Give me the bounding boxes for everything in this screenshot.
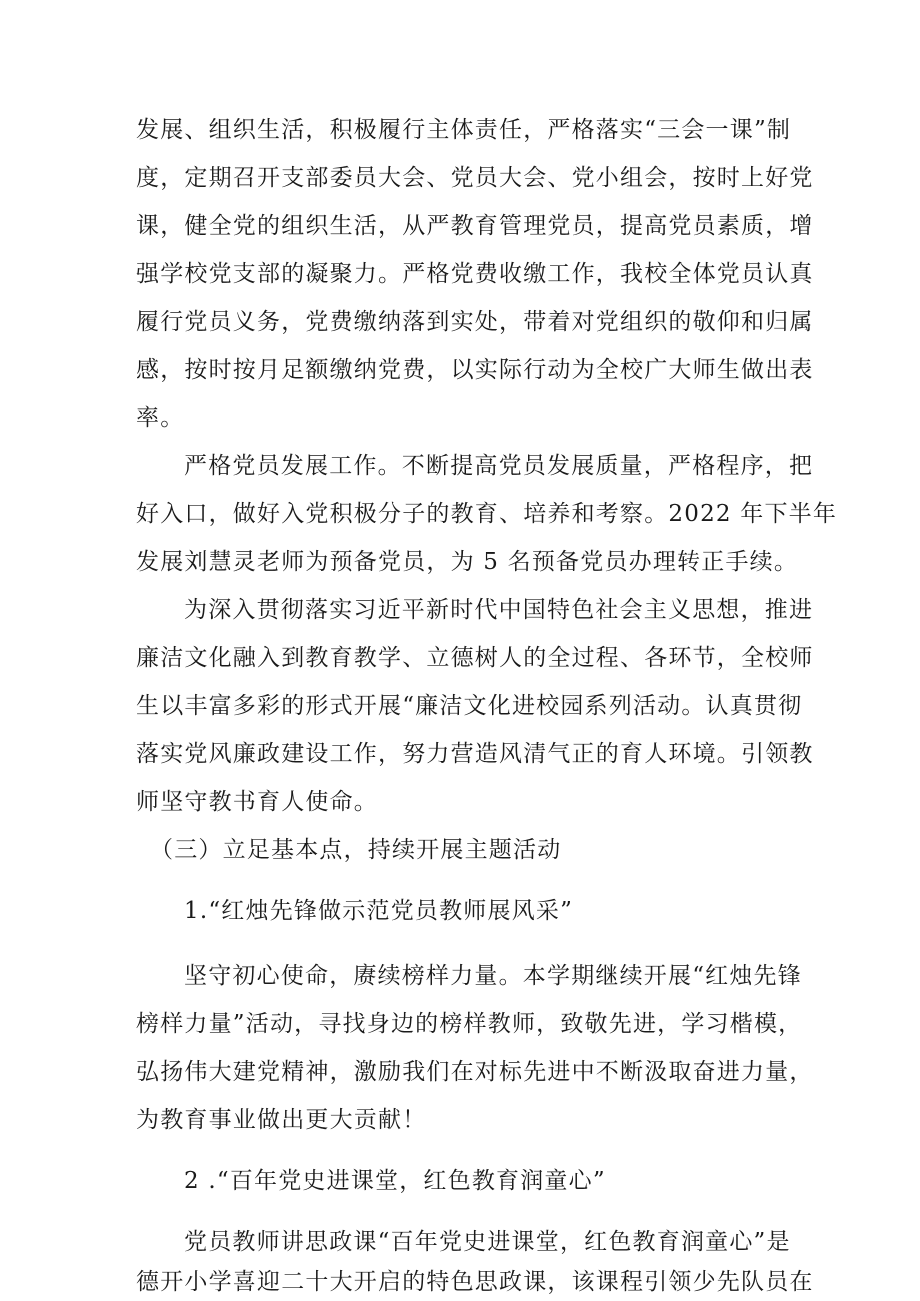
paragraph-line: 党员教师讲思政课“百年党史进课堂，红色教育润童心”是: [184, 1229, 791, 1255]
paragraph-line: 感，按时按月足额缴纳党费，以实际行动为全校广大师生做出表: [136, 357, 814, 383]
paragraph-line: 为深入贯彻落实习近平新时代中国特色社会主义思想，推进: [184, 597, 814, 623]
paragraph-line: 师坚守教书育人使命。: [136, 789, 378, 815]
paragraph-line: 好入口，做好入党积极分子的教育、培养和考察。2022 年下半年: [136, 501, 838, 527]
subsection-heading: 1.“红烛先锋做示范党员教师展风采”: [184, 898, 574, 924]
paragraph-line: 课，健全党的组织生活，从严教育管理党员，提高党员素质，增: [136, 213, 814, 239]
paragraph-line: 为教育事业做出更大贡献！: [136, 1107, 427, 1133]
paragraph-line: 强学校党支部的凝聚力。严格党费收缴工作，我校全体党员认真: [136, 261, 814, 287]
paragraph-line: 榜样力量”活动，寻找身边的榜样教师，致敬先进，学习楷模，: [136, 1011, 803, 1037]
paragraph-line: 严格党员发展工作。不断提高党员发展质量，严格程序，把: [184, 453, 814, 479]
paragraph-line: 生以丰富多彩的形式开展“廉洁文化进校园系列活动。认真贯彻: [136, 693, 803, 719]
paragraph-line: 履行党员义务，党费缴纳落到实处，带着对党组织的敬仰和归属: [136, 309, 814, 335]
paragraph-line: 发展刘慧灵老师为预备党员，为 5 名预备党员办理转正手续。: [136, 549, 799, 575]
paragraph-line: 落实党风廉政建设工作，努力营造风清气正的育人环境。引领教: [136, 741, 814, 767]
paragraph-line: 廉洁文化融入到教育教学、立德树人的全过程、各环节，全校师: [136, 645, 814, 671]
paragraph-line: 弘扬伟大建党精神，激励我们在对标先进中不断汲取奋进力量，: [136, 1059, 814, 1085]
paragraph-line: 发展、组织生活，积极履行主体责任，严格落实“三会一课”制: [136, 117, 792, 143]
paragraph-line: 坚守初心使命，赓续榜样力量。本学期继续开展“红烛先锋: [184, 963, 802, 989]
paragraph-line: 率。: [136, 405, 185, 431]
subsection-heading: 2 .“百年党史进课堂，红色教育润童心”: [184, 1168, 606, 1194]
section-heading: （三）立足基本点，持续开展主题活动: [150, 837, 562, 863]
paragraph-line: 德开小学喜迎二十大开启的特色思政课，该课程引领少先队员在: [136, 1269, 814, 1295]
paragraph-line: 度，定期召开支部委员大会、党员大会、党小组会，按时上好党: [136, 165, 814, 191]
